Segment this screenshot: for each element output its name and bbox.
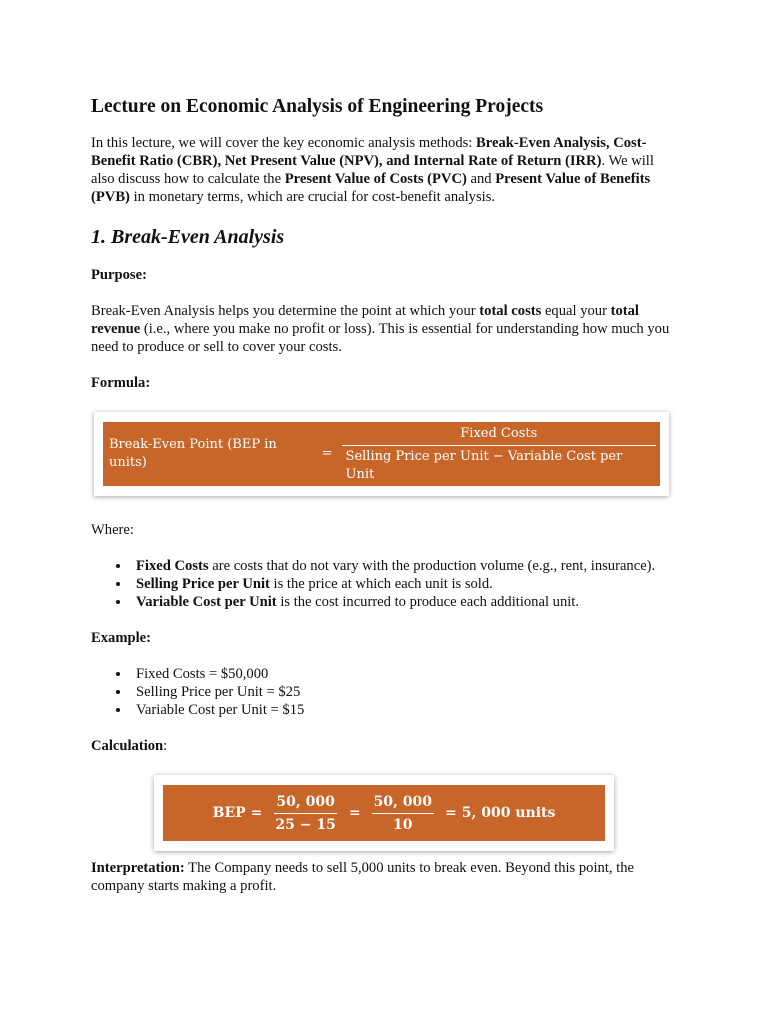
list-item: Variable Cost per Unit = $15 <box>91 701 691 719</box>
purpose-total-costs: total costs <box>479 303 542 319</box>
formula-denominator: Selling Price per Unit − Variable Cost per Unit <box>345 448 623 482</box>
interpretation-label: Interpretation: <box>91 860 185 876</box>
calculation-colon: : <box>163 738 168 754</box>
formula-numerator: Fixed Costs <box>342 425 656 446</box>
definition-desc: is the price at which each unit is sold. <box>269 576 493 592</box>
definition-term: Selling Price per Unit <box>136 576 270 592</box>
intro-paragraph <box>91 134 679 206</box>
definitions-list <box>91 557 691 611</box>
calculation-label-text: Calculation <box>91 738 164 754</box>
intro-pvb: Present Value of Benefits (PVB) <box>91 171 651 205</box>
calc-equals: = <box>348 805 361 821</box>
list-item <box>91 593 691 611</box>
calculation-label <box>91 737 167 755</box>
calc-denominator-2: 10 <box>393 816 413 833</box>
calc-fraction-1 <box>273 793 337 834</box>
interpretation-text: The Company needs to sell 5,000 units to break even. Beyond this point, the company starts making a profit. <box>91 860 635 894</box>
intro-methods: Break-Even Analysis, Cost-Benefit Ratio (CBR), Net Present Value (NPV), and Internal Rate of Return (IRR) <box>91 135 647 169</box>
list-item: Selling Price per Unit = $25 <box>91 683 691 701</box>
list-item: Fixed Costs = $50,000 <box>91 665 691 683</box>
purpose-total-revenue: total revenue <box>91 303 639 337</box>
intro-pvc: Present Value of Costs (PVC) <box>284 171 467 187</box>
example-list <box>91 665 691 719</box>
purpose-text: Break-Even Analysis helps you determine the point at which your <box>91 303 480 319</box>
intro-text: . We will also discuss how to calculate the <box>91 153 654 187</box>
calc-result: 5, 000 units <box>461 805 556 821</box>
formula-equals: = <box>321 446 333 461</box>
formula-box <box>94 412 669 496</box>
purpose-paragraph <box>91 302 679 356</box>
definition-term: Variable Cost per Unit <box>136 594 277 610</box>
definition-desc: is the cost incurred to produce each additional unit. <box>276 594 579 610</box>
calc-denominator-1: 25 − 15 <box>275 816 336 833</box>
calc-fraction-2 <box>372 793 434 834</box>
purpose-text: (i.e., where you make no profit or loss). This is essential for understanding how much you need to produce or sell to cover your costs. <box>91 321 670 355</box>
example-label: Example: <box>91 630 151 646</box>
section-heading: 1. Break-Even Analysis <box>91 226 285 248</box>
calc-equals: = <box>445 805 457 821</box>
calc-equals: = <box>250 805 263 821</box>
list-item <box>91 557 691 575</box>
formula-expression <box>103 422 660 486</box>
intro-text: In this lecture, we will cover the key economic analysis methods: <box>91 135 477 151</box>
calculation-box <box>154 775 614 851</box>
list-item <box>91 575 691 593</box>
page-title: Lecture on Economic Analysis of Engineering Projects <box>91 96 544 117</box>
intro-text: and <box>466 171 496 187</box>
definition-desc: are costs that do not vary with the production volume (e.g., rent, insurance). <box>208 558 656 574</box>
where-label <box>91 521 134 539</box>
where-text: Where: <box>91 522 134 538</box>
calc-lhs: BEP <box>212 805 246 821</box>
purpose-text: equal your <box>541 303 611 319</box>
interpretation-paragraph <box>91 859 679 895</box>
formula-lhs: Break-Even Point (BEP in units) <box>109 437 277 470</box>
definition-term: Fixed Costs <box>136 558 209 574</box>
calculation-expression <box>163 785 605 841</box>
intro-text: in monetary terms, which are crucial for cost-benefit analysis. <box>129 189 496 205</box>
calc-numerator-2: 50, 000 <box>372 793 434 814</box>
formula-label: Formula: <box>91 375 151 391</box>
purpose-label: Purpose: <box>91 267 147 283</box>
formula-fraction <box>344 425 654 484</box>
calc-numerator-1: 50, 000 <box>274 793 336 814</box>
